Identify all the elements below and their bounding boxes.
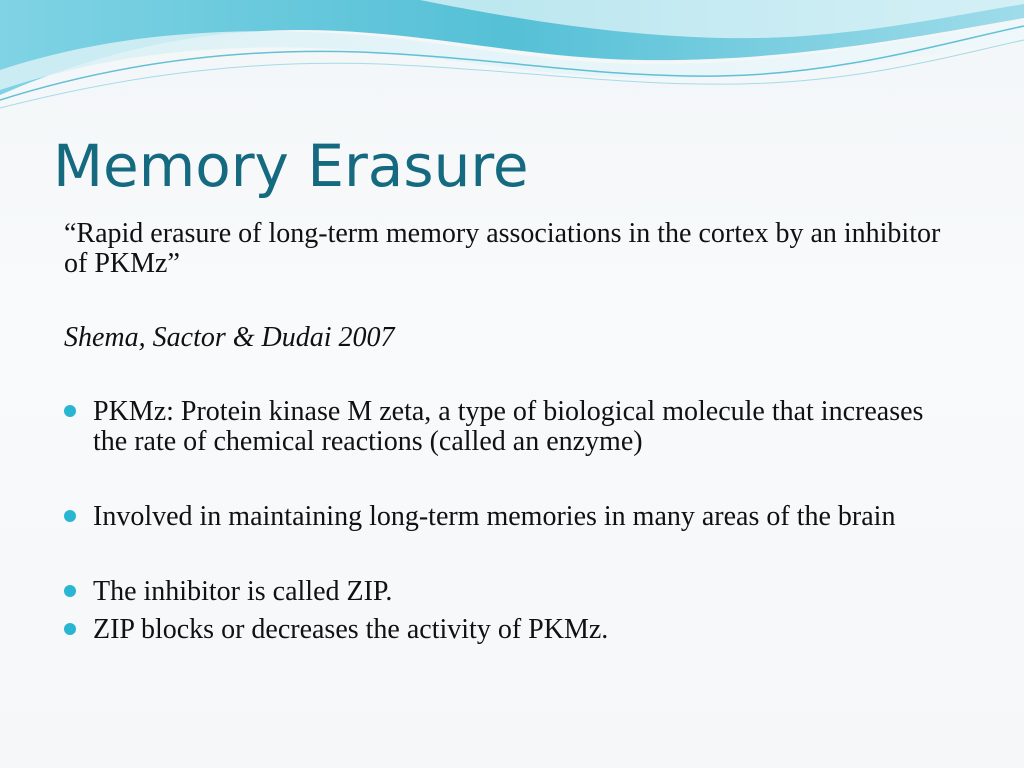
bullet-dot-icon — [64, 510, 76, 522]
bullet-list — [64, 397, 964, 645]
bullet-item — [64, 397, 964, 457]
bullet-dot-icon — [64, 405, 76, 417]
bullet-item — [64, 577, 964, 607]
bullet-text: PKMz: Protein kinase M zeta, a type of biological molecule that increases the rate of chemical reactions (called an enzyme) — [93, 396, 924, 457]
bullet-text: The inhibitor is called ZIP. — [93, 576, 393, 607]
bullet-item — [64, 615, 964, 645]
header-wave-decoration — [0, 0, 1024, 120]
bullet-text: Involved in maintaining long-term memories in many areas of the brain — [93, 501, 896, 532]
quote-text: “Rapid erasure of long-term memory associations in the cortex by an inhibitor of PKMz” — [64, 218, 941, 279]
bullet-dot-icon — [64, 585, 76, 597]
citation-text: Shema, Sactor & Dudai 2007 — [64, 322, 395, 353]
slide-title: Memory Erasure — [53, 132, 529, 200]
bullet-item — [64, 502, 964, 532]
bullet-text: ZIP blocks or decreases the activity of PKMz. — [93, 614, 609, 645]
slide-body — [64, 219, 964, 645]
bullet-dot-icon — [64, 623, 76, 635]
